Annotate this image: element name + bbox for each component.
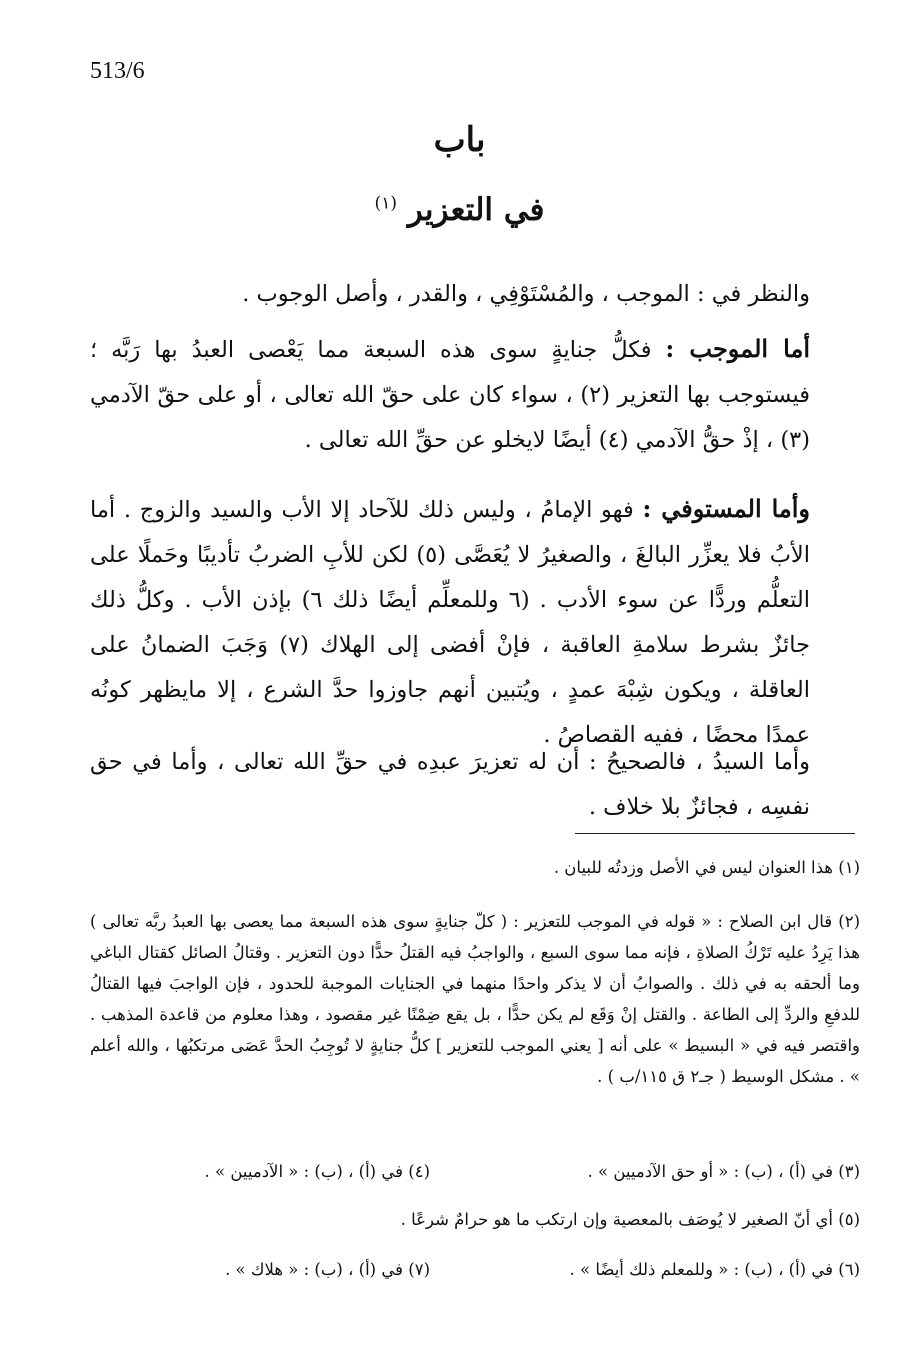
section-title <box>0 192 919 228</box>
paragraph-text: والنظر في : الموجب ، والمُسْتَوْفِي ، والقدر ، وأصل الوجوب . <box>242 281 810 307</box>
footnote-3: (٣) في (أ) ، (ب) : « أو حق الآدميين » . <box>587 1162 860 1181</box>
footnote-6: (٦) في (أ) ، (ب) : « وللمعلم ذلك أيضًا » . <box>569 1260 860 1279</box>
paragraph-text: وأما السيدُ ، فالصحيحُ : أن له تعزيرَ عبدِه في حقِّ الله تعالى ، وأما في حق نفسِه ، فجائزٌ بلا خلاف . <box>90 749 810 820</box>
section-title-text: في التعزير <box>407 192 545 228</box>
paragraph-text: فهو الإمامُ ، وليس ذلك للآحاد إلا الأب والسيد والزوج . أما الأبُ فلا يعزِّر البالغَ ، والصغيرُ لا يُعَصَّى (٥) لكن للأبِ الضربُ تأديبًا وحَملًا على التعلُّم وردًّا عن سوء الأدب . (٦ وللمعلِّم أيضًا ذلك ٦) بإذن الأب . وكلُّ ذلك جائزٌ بشرط سلامةِ العاقبة ، فإنْ أفضى إلى الهلاك (٧) وَجَبَ الضمانُ على العاقلة ، ويكون شِبْهَ عمدٍ ، ويُتبين أنهم جاوزوا حدَّ الشرع ، إلا مايظهر كونُه عمدًا محضًا ، ففيه القصاصُ . <box>90 497 810 748</box>
paragraph-lead: وأما المستوفي : <box>642 494 810 523</box>
paragraph-lead: أما الموجب : <box>665 334 811 363</box>
chapter-heading: باب <box>433 120 486 160</box>
footnote-text: (١) هذا العنوان ليس في الأصل وزدتُه للبيان . <box>553 858 860 877</box>
footnote-2 <box>90 906 860 1092</box>
paragraph-text: فكلُّ جنايةٍ سوى هذه السبعة مما يَعْصى العبدُ بها رَبَّه ؛ فيستوجب بها التعزير (٢) ، سواء كان على حقّ الله تعالى ، أو على حقّ الآدمي (٣) ، إذْ حقُّ الآدمي (٤) أيضًا لايخلو عن حقِّ الله تعالى . <box>90 337 810 453</box>
footnote-1 <box>90 852 860 883</box>
paragraph-intro <box>90 270 810 317</box>
footnote-7: (٧) في (أ) ، (ب) : « هلاك » . <box>225 1260 430 1279</box>
footnote-4: (٤) في (أ) ، (ب) : « الآدميين » . <box>204 1162 430 1181</box>
footnote-divider <box>575 833 855 834</box>
paragraph-mustawfi <box>90 486 810 758</box>
footnote-text: (٢) قال ابن الصلاح : « قوله في الموجب للتعزير : ( كلّ جنايةٍ سوى هذه السبعة مما يعصى بها العبدُ ربَّه تعالى ) هذا يَرِدُ عليه تَرْكُ الصلاةِ ، فإنه مما سوى السبع ، والواجبُ فيه القتلُ حدًّا دون التعزير . وقتالُ الصائل كقتال الباغي وما ألحقه به في ذلك . والصوابُ أن لا يذكر واحدًا منهما في الجنايات الموجبة للحدود ، فإن الواجبَ فيها القتالُ للدفعِ والردِّ إلى الطاعة . والقتل إنْ وَقَع لم يكن حدًّا ، بل يقع ضِمْنًا غير مقصود ، وهذا معلوم من قاعدة المذهب . واقتصر فيه في « البسيط » على أنه [ يعني الموجب للتعزير ] كلُّ جنايةٍ لا تُوجِبُ الحدَّ عَصَى مرتكبُها ، والله أعلم » . مشكل الوسيط ( جـ٢ ق ١١٥/ب ) . <box>90 912 860 1086</box>
page-number: 513/6 <box>90 58 145 84</box>
paragraph-mujib <box>90 326 810 463</box>
paragraph-sayyid <box>90 738 810 830</box>
section-title-footnote-marker: (١) <box>374 193 397 214</box>
footnote-5: (٥) أي أنّ الصغير لا يُوصَف بالمعصية وإن ارتكب ما هو حرامٌ شرعًا . <box>400 1210 860 1229</box>
